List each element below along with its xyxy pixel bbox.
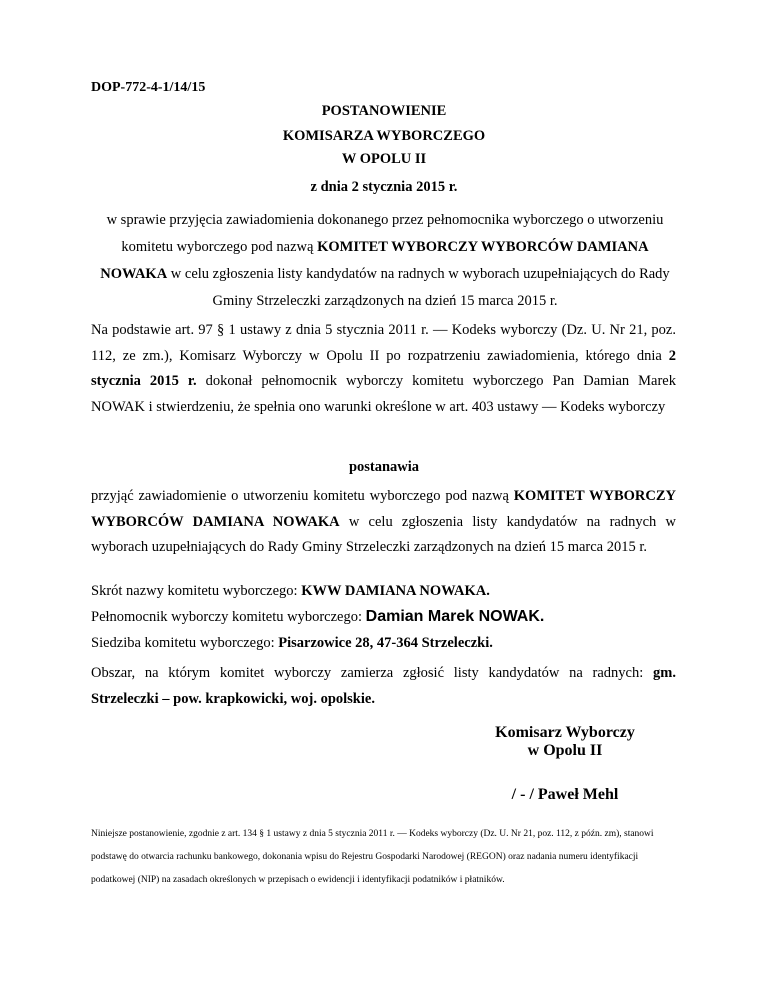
legal-basis-text-1: Na podstawie art. 97 § 1 ustawy z dnia 5 stycznia 2011 r. — Kodeks wyborczy (Dz. U. Nr 21, poz. 112, ze zm.), Komisarz Wyborczy w Opolu II po rozpatrzeniu zawiadomienia, którego dnia xyxy=(91,322,676,364)
committee-seat xyxy=(91,635,493,652)
decision-committee-name: KOMITET WYBORCZY WYBORCÓW DAMIANA NOWAKA xyxy=(91,488,676,530)
document-subject xyxy=(95,207,675,315)
legal-basis-paragraph xyxy=(91,318,676,420)
area-value: gm. Strzeleczki – pow. krapkowicki, woj. opolskie. xyxy=(91,665,676,707)
abbreviation-value: KWW DAMIANA NOWAKA. xyxy=(301,583,490,599)
seat-value: Pisarzowice 28, 47-364 Strzeleczki. xyxy=(278,635,493,651)
document-title: POSTANOWIENIE xyxy=(321,103,447,119)
subject-text-2: w celu zgłoszenia listy kandydatów na radnych w wyborach uzupełniających do Rady Gminy Strzeleczki zarządzonych na dzień 15 marca 2015 r. xyxy=(167,266,670,309)
decision-paragraph xyxy=(91,484,676,561)
document-reference-number: DOP-772-4-1/14/15 xyxy=(91,80,206,95)
issuer-title: KOMISARZA WYBORCZEGO xyxy=(282,128,486,144)
decision-heading: postanawia xyxy=(348,459,420,475)
committee-name: KOMITET WYBORCZY WYBORCÓW DAMIANA NOWAKA xyxy=(100,239,649,282)
proxy-value: Damian Marek NOWAK. xyxy=(365,608,545,625)
signatory-title: Komisarz Wyborczy xyxy=(495,724,635,741)
issuer-location: W OPOLU II xyxy=(341,151,427,167)
committee-area xyxy=(91,661,676,712)
subject-text-1: w sprawie przyjęcia zawiadomienia dokonanego przez pełnomocnika wyborczego o utworzeniu komitetu wyborczego pod nazwą xyxy=(106,212,664,255)
decision-text-2: w celu zgłoszenia listy kandydatów na radnych w wyborach uzupełniających do Rady Gminy Strzeleczki zarządzonych na dzień 15 marca 2015 r. xyxy=(91,513,676,555)
area-label: Obszar, na którym komitet wyborczy zamierza zgłosić listy kandydatów na radnych: xyxy=(91,665,654,681)
notification-date: 2 stycznia 2015 r. xyxy=(91,347,676,389)
abbreviation-label: Skrót nazwy komitetu wyborczego: xyxy=(91,583,302,599)
committee-abbreviation xyxy=(91,583,490,600)
legal-basis-text-2: dokonał pełnomocnik wyborczy komitetu wyborczego Pan Damian Marek NOWAK i stwierdzeniu, że spełnia ono warunki określone w art. 403 ustawy — Kodeks wyborczy xyxy=(91,373,676,415)
footnote: Niniejsze postanowienie, zgodnie z art. 134 § 1 ustawy z dnia 5 stycznia 2011 r. — Kodeks wyborczy (Dz. U. Nr 21, poz. 112, z późn. zm), stanowi podstawę do otwarcia rachunku bankowego, dokonania wpisu do Rejestru Gospodarki Narodowej (REGON) oraz nadania numeru identyfikacji podatkowej (NIP) na zasadach określonych w przepisach o ewidencji i identyfikacji podatników i płatników. xyxy=(91,829,654,885)
signatory-location: w Opolu II xyxy=(527,742,603,759)
decision-text-1: przyjąć zawiadomienie o utworzeniu komitetu wyborczego pod nazwą xyxy=(91,488,514,504)
signature-block xyxy=(470,724,660,804)
seat-label: Siedziba komitetu wyborczego: xyxy=(91,635,279,651)
proxy-label: Pełnomocnik wyborczy komitetu wyborczego: xyxy=(91,609,366,625)
signatory-name: / - / Paweł Mehl xyxy=(511,786,619,803)
document-date: z dnia 2 stycznia 2015 r. xyxy=(310,179,458,195)
committee-proxy xyxy=(91,608,544,626)
